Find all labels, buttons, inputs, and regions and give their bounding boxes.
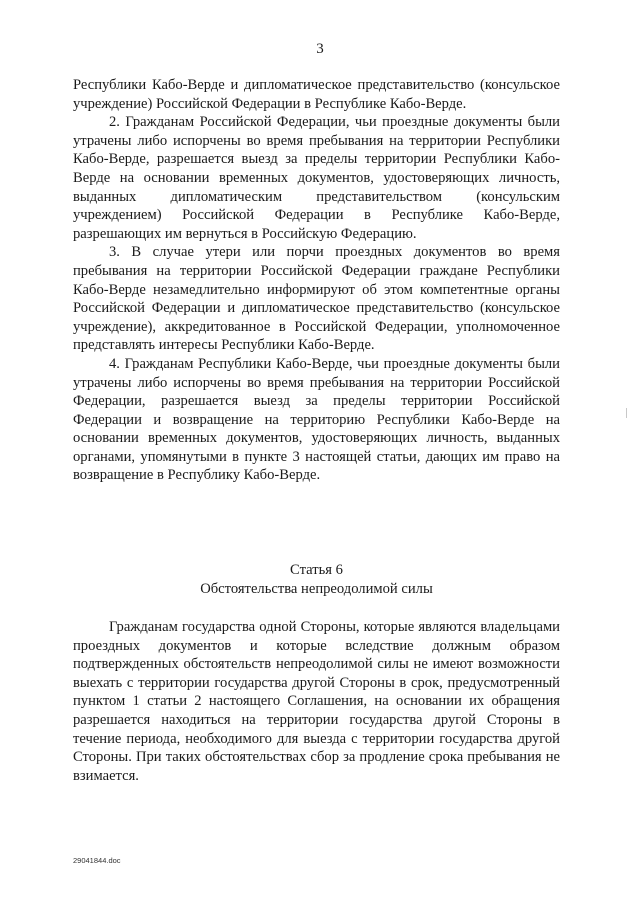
paragraph-force-majeure: Гражданам государства одной Стороны, которые являются владельцами проездных документов и которые вследствие должным образом подтвержденных обстоятельств непреодолимой силы не имеют возможности выехать с территории государства другой Стороны в срок, предусмотренный пунктом 1 статьи 2 настоящего Соглашения, на основании их обращения разрешается находиться на территории государства другой Стороны в течение периода, необходимого для выезда с территории государства другой Стороны. При таких обстоятельствах сбор за продление срока пребывания не взимается. xyxy=(73,619,560,784)
paragraph-clause-2: 2. Гражданам Российской Федерации, чьи проездные документы были утрачены либо испорчены во время пребывания на территории Республики Кабо-Верде, разрешается выезд за пределы территории Республики Кабо-Верде на основании временных документов, удостоверяющих личность, выданных дипломатическим представительством (консульским учреждением) Российской Федерации в Республике Кабо-Верде, разрешающих им вернуться в Российскую Федерацию. xyxy=(73,114,560,242)
article-title: Обстоятельства непреодолимой силы xyxy=(200,581,433,597)
paragraph-continuation: Республики Кабо-Верде и дипломатическое представительство (консульское учреждение) Российской Федерации в Республике Кабо-Верде. xyxy=(73,77,560,112)
paragraph-clause-3: 3. В случае утери или порчи проездных документов во время пребывания на территории Российской Федерации граждане Республики Кабо-Верде незамедлительно информируют об этом компетентные органы Российской Федерации и дипломатическое представительство (консульское учреждение), аккредитованное в Российской Федерации, уполномоченное представлять интересы Республики Кабо-Верде. xyxy=(73,244,560,354)
document-id: 29041844.doc xyxy=(73,856,121,865)
article-number: Статья 6 xyxy=(290,562,343,578)
paragraph-clause-4: 4. Гражданам Республики Кабо-Верде, чьи проездные документы были утрачены либо испорчены во время пребывания на территории Российской Федерации, разрешается выезд за пределы территории Российской Федерации и возвращение на территорию Республики Кабо-Верде на основании временных документов, удостоверяющих личность, выданных органами, упомянутыми в пункте 3 настоящей статьи, дающих им право на возвращение в Республику Кабо-Верде. xyxy=(73,355,560,484)
treaty-text-block xyxy=(73,76,560,485)
page-number: 3 xyxy=(316,41,324,57)
scan-margin-mark xyxy=(626,408,627,418)
article-text-block xyxy=(73,618,560,785)
